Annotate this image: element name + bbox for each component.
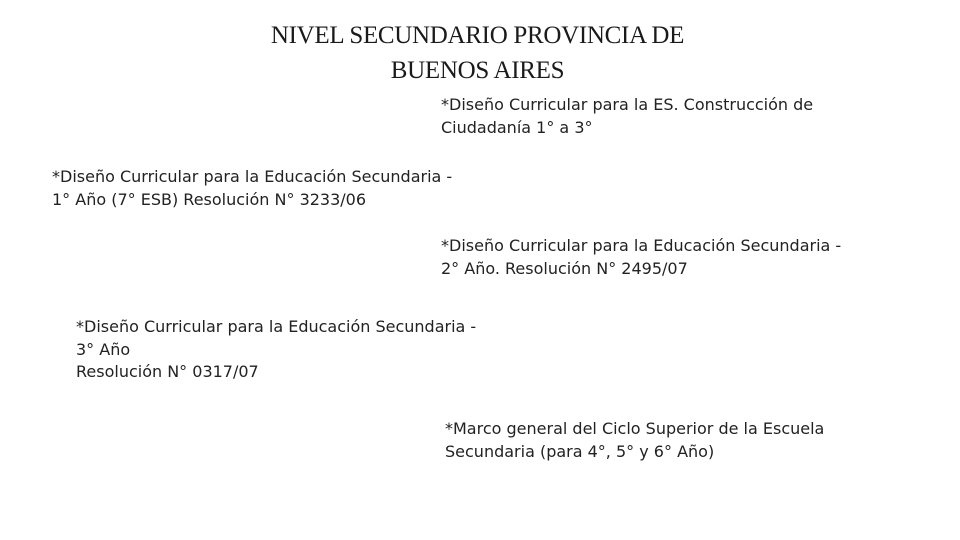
document-tercer-anio — [76, 316, 476, 384]
document-segundo-anio — [441, 235, 841, 280]
document-line: 3° Año — [76, 339, 131, 359]
document-ciudadania — [441, 94, 813, 139]
document-line: Resolución N° 0317/07 — [76, 362, 259, 381]
document-line: *Diseño Curricular para la Educación Secundaria - — [441, 236, 842, 255]
document-line: *Marco general del Ciclo Superior de la Escuela — [445, 419, 825, 438]
document-line: *Diseño Curricular para la ES. Construcción de — [441, 95, 814, 114]
document-line: *Diseño Curricular para la Educación Secundaria - — [76, 317, 477, 336]
document-line: 2° Año. Resolución N° 2495/07 — [441, 258, 688, 278]
document-line: Secundaria (para 4°, 5° y 6° Año) — [445, 441, 715, 461]
document-line: 1° Año (7° ESB) Resolución N° 3233/06 — [52, 189, 367, 209]
document-line: Ciudadanía 1° a 3° — [441, 117, 593, 137]
document-ciclo-superior — [445, 418, 824, 463]
page-title-line-2: BUENOS AIRES — [390, 57, 565, 84]
document-line: *Diseño Curricular para la Educación Secundaria - — [52, 167, 453, 186]
page-title — [200, 18, 755, 88]
page-title-line-1: NIVEL SECUNDARIO PROVINCIA DE — [270, 22, 685, 49]
document-primer-anio — [52, 166, 452, 211]
